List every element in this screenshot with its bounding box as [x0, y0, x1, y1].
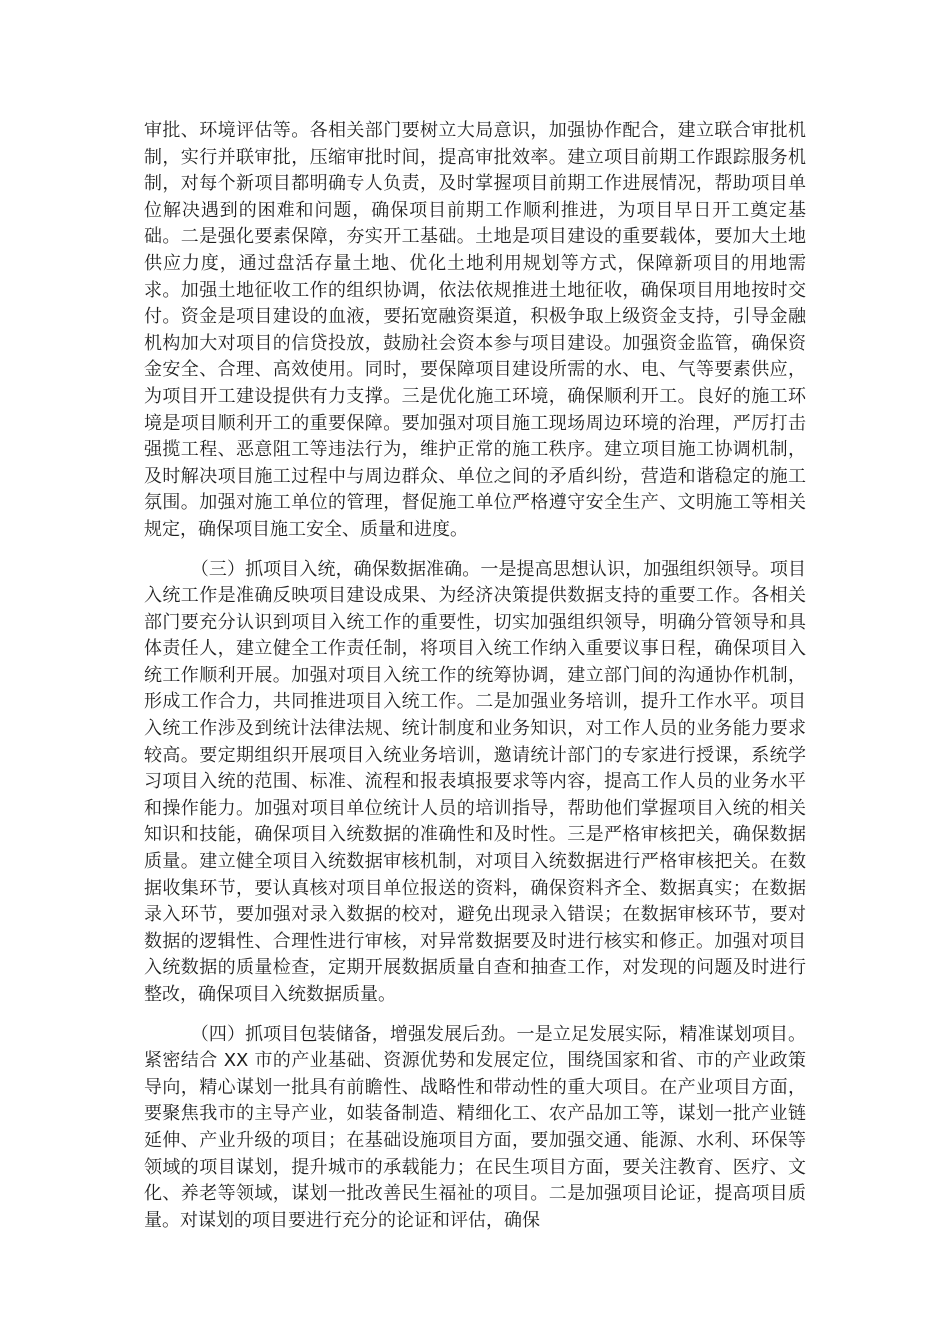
- paragraph-project-statistics: （三）抓项目入统，确保数据准确。一是提高思想认识，加强组织领导。项目入统工作是准确反映项目建设成果、为经济决策提供数据支持的重要工作。各相关部门要充分认识到项目入统工作的重要性，切实加强组织领导，明确分管领导和具体责任人，建立健全工作责任制，将项目入统工作纳入重要议事日程，确保项目入统工作顺利开展。加强对项目入统工作的统筹协调，建立部门间的沟通协作机制，形成工作合力，共同推进项目入统工作。二是加强业务培训，提升工作水平。项目入统工作涉及到统计法律法规、统计制度和业务知识，对工作人员的业务能力要求较高。要定期组织开展项目入统业务培训，邀请统计部门的专家进行授课，系统学习项目入统的范围、标准、流程和报表填报要求等内容，提高工作人员的业务水平和操作能力。加强对项目单位统计人员的培训指导，帮助他们掌握项目入统的相关知识和技能，确保项目入统数据的准确性和及时性。三是严格审核把关，确保数据质量。建立健全项目入统数据审核机制，对项目入统数据进行严格审核把关。在数据收集环节，要认真核对项目单位报送的资料，确保资料齐全、数据真实；在数据录入环节，要加强对录入数据的校对，避免出现录入错误；在数据审核环节，要对数据的逻辑性、合理性进行审核，对异常数据要及时进行核实和修正。加强对项目入统数据的质量检查，定期开展数据质量自查和抽查工作，对发现的问题及时进行整改，确保项目入统数据质量。: [144, 558, 806, 1005]
- document-body: [144, 118, 806, 1247]
- paragraph-project-start: 审批、环境评估等。各相关部门要树立大局意识，加强协作配合，建立联合审批机制，实行并联审批，压缩审批时间，提高审批效率。建立项目前期工作跟踪服务机制，对每个新项目都明确专人负责，及时掌握项目前期工作进展情况，帮助项目单位解决遇到的困难和问题，确保项目前期工作顺利推进，为项目早日开工奠定基础。二是强化要素保障，夯实开工基础。土地是项目建设的重要载体，要加大土地供应力度，通过盘活存量土地、优化土地利用规划等方式，保障新项目的用地需求。加强土地征收工作的组织协调，依法依规推进土地征收，确保项目用地按时交付。资金是项目建设的血液，要拓宽融资渠道，积极争取上级资金支持，引导金融机构加大对项目的信贷投放，鼓励社会资本参与项目建设。加强资金监管，确保资金安全、合理、高效使用。同时，要保障项目建设所需的水、电、气等要素供应，为项目开工建设提供有力支撑。三是优化施工环境，确保顺利开工。良好的施工环境是项目顺利开工的重要保障。要加强对项目施工现场周边环境的治理，严厉打击强揽工程、恶意阻工等违法行为，维护正常的施工秩序。建立项目施工协调机制，及时解决项目施工过程中与周边群众、单位之间的矛盾纠纷，营造和谐稳定的施工氛围。加强对施工单位的管理，督促施工单位严格遵守安全生产、文明施工等相关规定，确保项目施工安全、质量和进度。: [144, 120, 806, 540]
- paragraph-project-reserve: （四）抓项目包装储备，增强发展后劲。一是立足发展实际，精准谋划项目。紧密结合 XX 市的产业基础、资源优势和发展定位，围绕国家和省、市的产业政策导向，精心谋划一批具有前瞻性、战略性和带动性的重大项目。在产业项目方面，要聚焦我市的主导产业，如装备制造、精细化工、农产品加工等，谋划一批产业链延伸、产业升级的项目；在基础设施项目方面，要加强交通、能源、水利、环保等领域的项目谋划，提升城市的承载能力；在民生项目方面，要关注教育、医疗、文化、养老等领域，谋划一批改善民生福祉的项目。二是加强项目论证，提高项目质量。对谋划的项目要进行充分的论证和评估，确保: [144, 1023, 806, 1231]
